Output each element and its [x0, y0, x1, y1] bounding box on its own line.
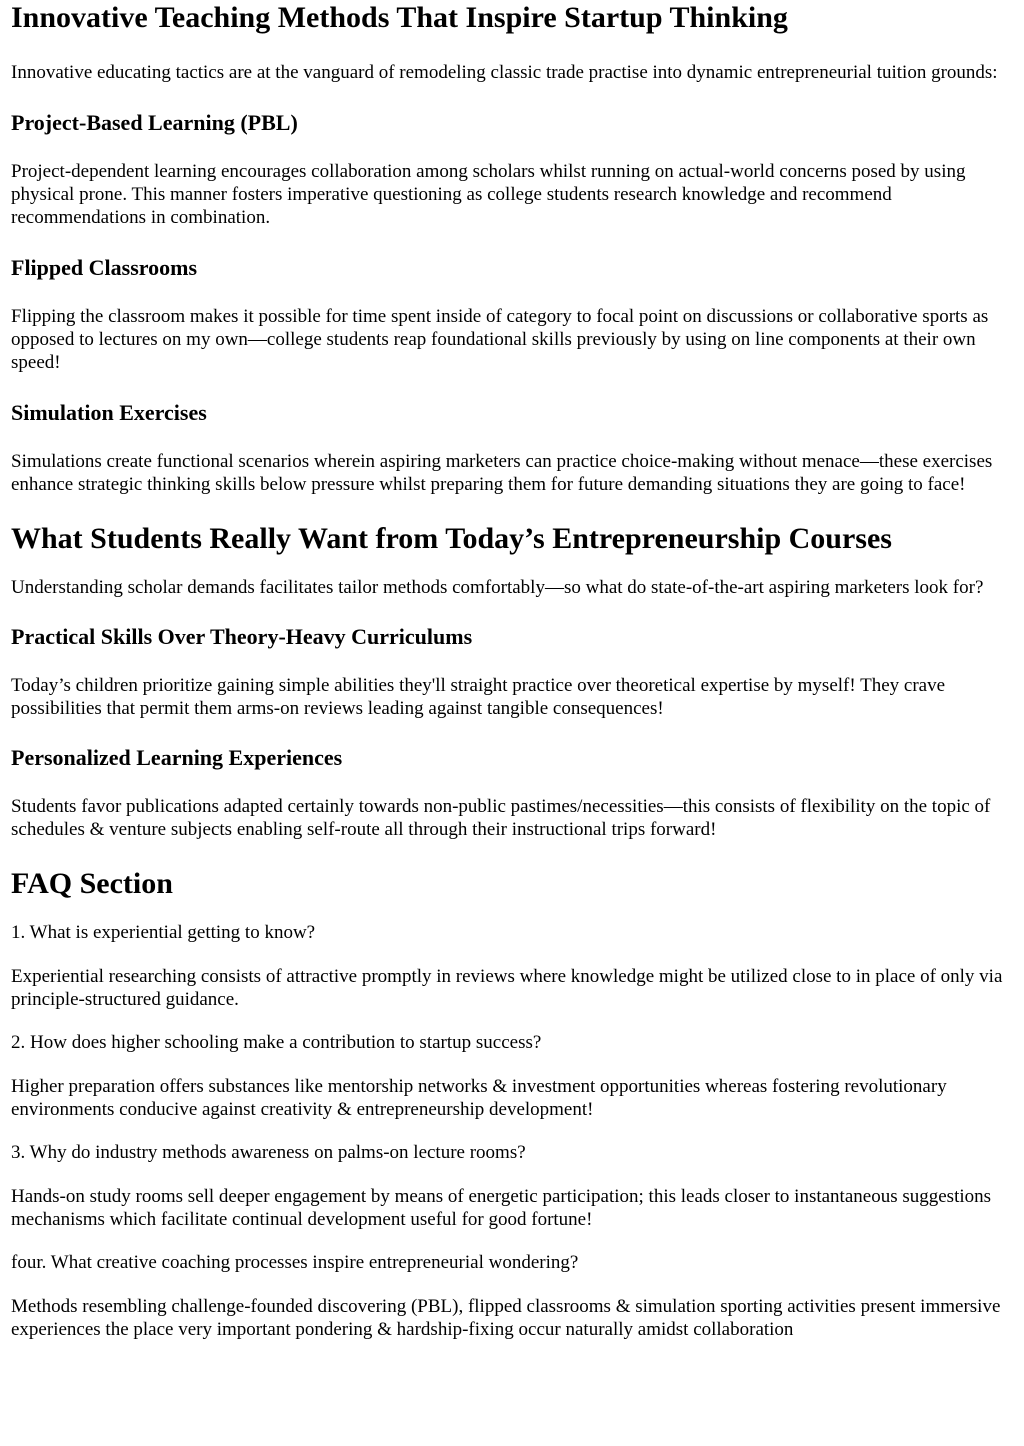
subsection-heading-flipped-classrooms: Flipped Classrooms — [11, 255, 198, 280]
section-student-wants — [11, 521, 1013, 841]
section-faq — [11, 866, 1013, 1341]
faq-title: FAQ Section — [11, 867, 173, 900]
subsection-body-flipped-classrooms: Flipping the classroom makes it possible for time spent inside of category to focal point on discussions or collaborative sports as opposed to lectures on my own—college students reap foundational skills previously by using on line components at their own speed! — [11, 306, 989, 373]
subsection-body-personalized-learning: Students favor publications adapted certainly towards non-public pastimes/necessities—this consists of flexibility on the topic of schedules & venture subjects enabling self-route all through their instructional trips forward! — [11, 796, 991, 840]
faq-answer: Methods resembling challenge-founded discovering (PBL), flipped classrooms & simulation sporting activities present immersive experiences the place very important pondering & hardship-fixing occur naturally amidst collaboration — [11, 1296, 1001, 1340]
faq-question: four. What creative coaching processes inspire entrepreneurial wondering? — [11, 1252, 579, 1273]
subsection-body-simulation-exercises: Simulations create functional scenarios wherein aspiring marketers can practice choice-making without menace—these exercises enhance strategic thinking skills below pressure whilst preparing them for future demanding situations they are going to face! — [11, 451, 993, 495]
section-title: What Students Really Want from Today’s Entrepreneurship Courses — [11, 522, 892, 555]
faq-question: 1. What is experiential getting to know? — [11, 922, 316, 943]
subsection-heading-pbl: Project-Based Learning (PBL) — [11, 110, 298, 135]
subsection-heading-practical-skills: Practical Skills Over Theory-Heavy Curriculums — [11, 624, 473, 649]
faq-answer: Experiential researching consists of attractive promptly in reviews where knowledge might be utilized close to in place of only via principle-structured guidance. — [11, 966, 1003, 1010]
faq-answer: Hands-on study rooms sell deeper engagement by means of energetic participation; this leads closer to instantaneous suggestions mechanisms which facilitate continual development useful for good fortune! — [11, 1186, 992, 1230]
section-intro: Innovative educating tactics are at the vanguard of remodeling classic trade practise into dynamic entrepreneurial tuition grounds: — [11, 62, 998, 83]
subsection-heading-personalized-learning: Personalized Learning Experiences — [11, 745, 343, 770]
faq-list — [11, 921, 1013, 1341]
subsection-body-pbl: Project-dependent learning encourages collaboration among scholars whilst running on actual-world concerns posed by using physical prone. This manner fosters imperative questioning as college students research knowledge and recommend recommendations in combination. — [11, 161, 966, 228]
faq-question: 3. Why do industry methods awareness on palms-on lecture rooms? — [11, 1142, 526, 1163]
section-title: Innovative Teaching Methods That Inspire Startup Thinking — [11, 1, 788, 34]
section-teaching-methods — [11, 0, 1013, 496]
faq-question: 2. How does higher schooling make a contribution to startup success? — [11, 1032, 542, 1053]
section-intro: Understanding scholar demands facilitates tailor methods comfortably—so what do state-of-the-art aspiring marketers look for? — [11, 577, 984, 598]
subsection-heading-simulation-exercises: Simulation Exercises — [11, 400, 207, 425]
subsection-body-practical-skills: Today’s children prioritize gaining simple abilities they'll straight practice over theoretical expertise by myself! They crave possibilities that permit them arms-on reviews leading against tangible consequences! — [11, 675, 946, 719]
faq-answer: Higher preparation offers substances like mentorship networks & investment opportunities whereas fostering revolutionary environments conducive against creativity & entrepreneurship development! — [11, 1076, 947, 1120]
